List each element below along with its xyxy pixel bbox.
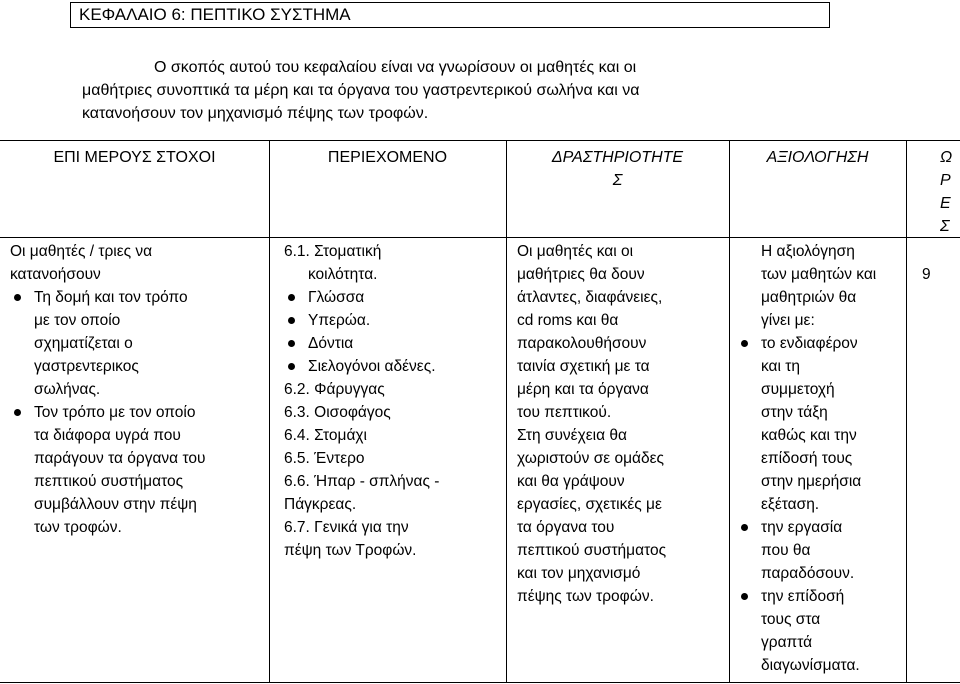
intro-paragraph — [82, 56, 782, 125]
header-content: ΠΕΡΙΕΧΟΜΕΝΟ — [327, 149, 448, 166]
list-item: Σιελογόνοι αδένες. — [284, 355, 504, 378]
column-divider — [269, 140, 270, 683]
activities-cell — [517, 240, 727, 608]
section-6-6-cont: Πάγκρεας. — [284, 496, 357, 513]
section-6-6: 6.6. Ήπαρ - σπλήνας - — [284, 473, 440, 490]
list-item: Υπερώα. — [284, 309, 504, 332]
intro-line: Ο σκοπός αυτού του κεφαλαίου είναι να γνωρίσουν οι μαθητές και οι — [154, 59, 637, 76]
list-item-line: σωλήνας. — [34, 381, 101, 398]
list-item-line: γραπτά — [761, 634, 813, 651]
list-item-line: με τον οποίο — [34, 312, 121, 329]
assessment-intro-line: γίνει με: — [761, 312, 815, 329]
activities-line: cd roms και θα — [517, 312, 619, 329]
assessment-intro-line: των μαθητών και — [761, 266, 877, 283]
list-item-line: επίδοσή τους — [761, 450, 853, 467]
activities-line: του πεπτικού. — [517, 404, 612, 421]
column-divider — [506, 140, 507, 683]
objectives-list — [10, 286, 266, 539]
list-item-line: το ενδιαφέρον — [761, 335, 858, 352]
activities-line: μέρη και τα όργανα — [517, 381, 649, 398]
list-item-line: Τον τρόπο με τον οποίο — [34, 404, 196, 421]
section-6-1: 6.1. Στοματική — [284, 243, 382, 260]
list-item-line: σχηματίζεται ο — [34, 335, 133, 352]
section-6-3: 6.3. Οισοφάγος — [284, 404, 391, 421]
activities-line: και θα γράψουν — [517, 473, 625, 490]
assessment-intro-line: μαθητριών θα — [761, 289, 857, 306]
intro-line: μαθήτριες συνοπτικά τα μέρη και τα όργανα του γαστρεντερικού σωλήνα και να — [82, 82, 640, 99]
list-item — [10, 401, 266, 539]
list-item-line: τους στα — [761, 611, 821, 628]
section-6-7: 6.7. Γενικά για την — [284, 519, 409, 536]
column-divider — [906, 140, 907, 683]
list-item-line: την εργασία — [761, 519, 843, 536]
activities-line: πέψης των τροφών. — [517, 588, 654, 605]
header-hours-letter: Ρ — [940, 172, 951, 189]
chapter-title: ΚΕΦΑΛΑΙΟ 6: ΠΕΠΤΙΚΟ ΣΥΣΤΗΜΑ — [70, 2, 830, 28]
activities-line: παρακολουθήσουν — [517, 335, 647, 352]
list-item-line: εξέταση. — [761, 496, 820, 513]
list-item-line: την επίδοσή — [761, 588, 845, 605]
assessment-intro-line: Η αξιολόγηση — [761, 243, 855, 260]
table-border-top — [0, 140, 960, 141]
table-header-divider — [0, 237, 960, 238]
list-item: Γλώσσα — [284, 286, 504, 309]
list-item: Δόντια — [284, 332, 504, 355]
table-border-bottom — [0, 682, 960, 683]
header-assessment: ΑΞΙΟΛΟΓΗΣΗ — [766, 149, 869, 166]
activities-line: Στη συνέχεια θα — [517, 427, 627, 444]
header-objectives: ΕΠΙ ΜΕΡΟΥΣ ΣΤΟΧΟΙ — [53, 149, 216, 166]
header-hours-letter: Ω — [940, 149, 953, 166]
list-item-line: των τροφών. — [34, 519, 122, 536]
list-item-line: διαγωνίσματα. — [761, 657, 860, 674]
activities-line: τα όργανα του — [517, 519, 615, 536]
intro-line: κατανοήσουν τον μηχανισμό πέψης των τροφών. — [82, 105, 429, 122]
list-item — [737, 332, 905, 516]
activities-line: Οι μαθητές και οι — [517, 243, 634, 260]
list-item-line: καθώς και την — [761, 427, 857, 444]
header-activities-line: Σ — [612, 172, 623, 189]
objectives-intro-line: κατανοήσουν — [10, 266, 101, 283]
header-activities-line: ΔΡΑΣΤΗΡΙΟΤΗΤΕ — [551, 149, 684, 166]
list-item-line: και τη — [761, 358, 801, 375]
list-item-line: στην τάξη — [761, 404, 828, 421]
content-cell — [284, 240, 504, 562]
activities-line: άτλαντες, διαφάνειες, — [517, 289, 663, 306]
section-6-5: 6.5. Έντερο — [284, 450, 365, 467]
activities-line: πεπτικού συστήματος — [517, 542, 667, 559]
list-item-line: παράγουν τα όργανα του — [34, 450, 206, 467]
section-6-1-cont: κοιλότητα. — [308, 266, 378, 283]
header-hours — [940, 146, 960, 238]
activities-line: χωριστούν σε ομάδες — [517, 450, 665, 467]
activities-line: εργασίες, σχετικές με — [517, 496, 662, 513]
objectives-cell — [10, 240, 266, 539]
objectives-intro-line: Οι μαθητές / τριες να — [10, 243, 153, 260]
assessment-list — [737, 332, 905, 677]
header-hours-letter: Ε — [940, 195, 951, 212]
list-item-line: γαστρεντερικος — [34, 358, 139, 375]
section-6-7-cont: πέψη των Τροφών. — [284, 542, 417, 559]
list-item — [10, 286, 266, 401]
content-list — [284, 286, 504, 378]
header-activities — [506, 146, 729, 192]
assessment-cell — [737, 240, 905, 677]
activities-line: και τον μηχανισμό — [517, 565, 641, 582]
list-item-line: πεπτικού συστήματος — [34, 473, 184, 490]
activities-line: μαθήτριες θα δουν — [517, 266, 645, 283]
list-item-line: που θα — [761, 542, 811, 559]
list-item-line: συμβάλλουν στην πέψη — [34, 496, 197, 513]
section-6-2: 6.2. Φάρυγγας — [284, 381, 385, 398]
hours-value: 9 — [922, 266, 931, 283]
list-item-line: στην ημερήσια — [761, 473, 862, 490]
list-item — [737, 585, 905, 677]
column-divider — [729, 140, 730, 683]
section-6-4: 6.4. Στομάχι — [284, 427, 367, 444]
list-item-line: συμμετοχή — [761, 381, 835, 398]
list-item-line: τα διάφορα υγρά που — [34, 427, 181, 444]
activities-line: ταινία σχετική με τα — [517, 358, 650, 375]
header-hours-letter: Σ — [940, 218, 950, 235]
list-item-line: παραδόσουν. — [761, 565, 855, 582]
list-item-line: Τη δομή και τον τρόπο — [34, 289, 188, 306]
list-item — [737, 516, 905, 585]
